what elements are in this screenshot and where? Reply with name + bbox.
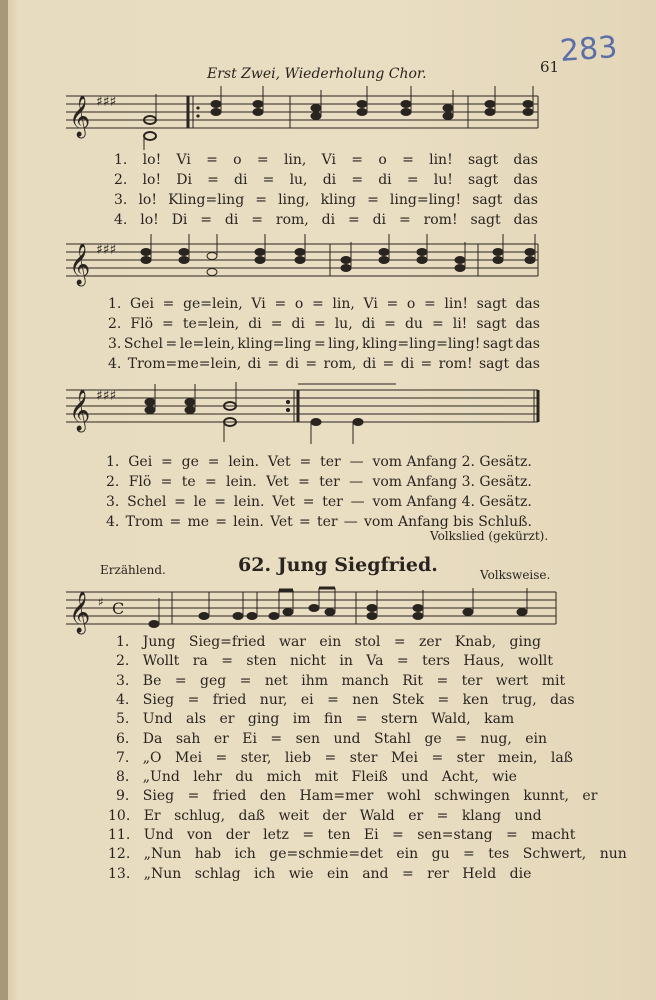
lyric-word: rom! bbox=[438, 356, 473, 372]
lyric-word: = bbox=[214, 494, 226, 510]
verse-number: 4. bbox=[114, 212, 128, 228]
lyric-word: lin! bbox=[444, 296, 468, 312]
verse-number: 4. bbox=[108, 356, 122, 372]
lyric-word: = bbox=[313, 316, 326, 332]
lyric-line: 3. Be = geg = net ihm manch Rit = ter wert mit bbox=[116, 672, 566, 689]
lyric-word: lein. bbox=[226, 474, 257, 490]
lyric-word: vom Anfang 3. Gesätz. bbox=[372, 474, 532, 490]
verse-number: 1. bbox=[108, 296, 122, 312]
lyric-word: o bbox=[378, 152, 387, 168]
music-staff-3 bbox=[66, 378, 546, 458]
lyric-word: rom, bbox=[323, 356, 357, 372]
lyric-word: = bbox=[299, 454, 312, 470]
lyric-line bbox=[114, 212, 538, 228]
lyric-word: le=lein, bbox=[179, 336, 235, 352]
lyric-word: — bbox=[343, 514, 358, 530]
lyric-word: ter bbox=[320, 454, 341, 470]
lyric-word: ter bbox=[316, 514, 338, 530]
lyric-word: = bbox=[274, 296, 287, 312]
verse-number: 1. bbox=[106, 454, 120, 470]
lyric-word: vom Anfang 2. Gesätz. bbox=[372, 454, 532, 470]
lyric-word: Schel bbox=[127, 494, 167, 510]
lyric-word: = bbox=[251, 212, 263, 228]
lyric-word: — bbox=[349, 474, 364, 490]
lyric-word: = bbox=[262, 172, 275, 188]
lyric-word: = bbox=[169, 514, 182, 530]
lyric-word: ter bbox=[319, 474, 340, 490]
lyric-word: = bbox=[160, 474, 173, 490]
lyric-word: Flö bbox=[130, 316, 154, 332]
lyric-line: 7. „O Mei = ster, lieb = ster Mei = ster mein, laß bbox=[116, 749, 574, 766]
lyric-line bbox=[108, 316, 540, 332]
lyric-word: das bbox=[513, 212, 538, 228]
lyric-word: ling, bbox=[278, 192, 310, 208]
svg-text:𝄞: 𝄞 bbox=[69, 244, 91, 285]
lyric-word: sagt bbox=[472, 192, 503, 208]
lyric-word: sagt bbox=[468, 152, 499, 168]
verse-number: 2. bbox=[114, 172, 128, 188]
lyric-word: das bbox=[515, 296, 540, 312]
lyric-word: o bbox=[406, 296, 416, 312]
lyric-word: Di bbox=[171, 212, 188, 228]
lyric-word: lo! bbox=[142, 172, 162, 188]
lyric-word: Gei bbox=[128, 454, 153, 470]
lyric-word: = bbox=[302, 494, 315, 510]
lyric-word: di bbox=[321, 212, 336, 228]
lyric-word: te bbox=[181, 474, 196, 490]
verse-number: 3. bbox=[108, 336, 122, 352]
lyric-word: vom Anfang bis Schluß. bbox=[363, 514, 532, 530]
lyric-word: = bbox=[398, 212, 411, 228]
lyric-word: = bbox=[204, 474, 217, 490]
svg-text:♯♯♯: ♯♯♯ bbox=[96, 242, 117, 258]
lyric-word: = bbox=[351, 152, 364, 168]
lyric-word: vom Anfang 4. Gesätz. bbox=[372, 494, 532, 510]
svg-text:𝄞: 𝄞 bbox=[69, 592, 91, 633]
lyric-word: das bbox=[513, 172, 538, 188]
book-spine bbox=[0, 0, 8, 1000]
lyric-line bbox=[108, 296, 540, 312]
lyric-word: di bbox=[400, 356, 415, 372]
verse-number: 2. bbox=[108, 316, 122, 332]
lyric-line: 5. Und als er ging im fin = stern Wald, kam bbox=[116, 711, 515, 728]
svg-text:♯: ♯ bbox=[98, 595, 104, 609]
lyric-word: di bbox=[248, 316, 262, 332]
lyric-word: = bbox=[347, 212, 360, 228]
lyric-word: kling=ling=ling! bbox=[362, 336, 481, 352]
lyric-word: = bbox=[420, 356, 433, 372]
lyric-word: lein. bbox=[228, 454, 260, 470]
lyric-word: le bbox=[193, 494, 207, 510]
lyric-word: ge bbox=[181, 454, 199, 470]
lyric-word: sagt bbox=[476, 296, 507, 312]
svg-text:𝄞: 𝄞 bbox=[69, 390, 91, 431]
svg-text:♯♯♯: ♯♯♯ bbox=[96, 94, 117, 110]
lyric-word: = bbox=[162, 296, 175, 312]
music-staff-1 bbox=[66, 80, 546, 150]
lyric-word: = bbox=[313, 336, 326, 352]
music-staff-2 bbox=[66, 232, 546, 302]
lyric-word: lo! bbox=[138, 192, 157, 208]
lyric-word: Di bbox=[176, 172, 192, 188]
verse-number: 3. bbox=[114, 192, 128, 208]
lyric-word: di bbox=[224, 212, 239, 228]
lyric-word: sagt bbox=[470, 212, 501, 228]
lyric-word: — bbox=[349, 454, 364, 470]
lyric-word: = bbox=[351, 172, 364, 188]
lyric-word: das bbox=[515, 336, 540, 352]
lyric-word: lin! bbox=[429, 152, 453, 168]
lyric-word: di bbox=[291, 316, 305, 332]
lyric-word: li! bbox=[452, 316, 468, 332]
lyric-word: du bbox=[404, 316, 423, 332]
lyric-line bbox=[114, 192, 538, 208]
lyric-line bbox=[114, 172, 538, 188]
lyric-word: di bbox=[361, 316, 376, 332]
song62-title: 62. Jung Siegfried. bbox=[238, 554, 438, 576]
lyric-word: = bbox=[207, 454, 220, 470]
lyric-word: = bbox=[386, 296, 399, 312]
verse-number: 3. bbox=[106, 494, 120, 510]
svg-text:𝄞: 𝄞 bbox=[69, 96, 91, 137]
lyric-word: Schel bbox=[123, 336, 164, 352]
lyric-word: = bbox=[382, 356, 395, 372]
lyric-line: 2. Wollt ra = sten nicht in Va = ters Haus, wollt bbox=[116, 653, 554, 670]
lyric-word: = bbox=[384, 316, 396, 332]
lyric-word: = bbox=[367, 192, 379, 208]
lyric-word: Kling=ling bbox=[168, 192, 245, 208]
lyric-word: = bbox=[200, 212, 213, 228]
lyric-word: Vi bbox=[363, 296, 378, 312]
lyric-word: di bbox=[372, 212, 387, 228]
lyric-word: sagt bbox=[476, 316, 507, 332]
lyric-word: = bbox=[270, 316, 283, 332]
lyric-word: me bbox=[187, 514, 209, 530]
lyric-word: ling=ling! bbox=[389, 192, 462, 208]
tempo-note: Erst Zwei, Wiederholung Chor. bbox=[207, 66, 427, 82]
song62-tempo: Erzählend. bbox=[100, 563, 166, 577]
lyric-line: 13. „Nun schlag ich wie ein and = rer Held die bbox=[108, 865, 532, 882]
lyric-word: ling, bbox=[328, 336, 360, 352]
handwritten-page-number: 283 bbox=[558, 30, 619, 69]
lyric-word: Vet bbox=[266, 474, 289, 490]
lyric-word: di bbox=[378, 172, 392, 188]
lyric-word: di bbox=[322, 172, 337, 188]
lyric-word: = bbox=[255, 192, 267, 208]
lyric-word: = bbox=[305, 356, 318, 372]
lyric-word: das bbox=[513, 152, 538, 168]
lyric-word: das bbox=[515, 356, 540, 372]
lyric-word: = bbox=[423, 296, 436, 312]
lyric-word: ge=lein, bbox=[183, 296, 243, 312]
lyric-word: = bbox=[215, 514, 227, 530]
lyric-word: = bbox=[206, 152, 218, 168]
lyric-word: Vi bbox=[176, 152, 191, 168]
lyric-word: rom! bbox=[423, 212, 458, 228]
svg-text:C: C bbox=[112, 599, 125, 618]
lyric-line: 9. Sieg = fried den Ham=mer wohl schwingen kunnt, er bbox=[116, 788, 598, 805]
svg-text:♯♯♯: ♯♯♯ bbox=[96, 388, 117, 404]
verse-number: 4. bbox=[106, 514, 120, 530]
lyric-line bbox=[106, 494, 532, 510]
lyric-word: = bbox=[311, 296, 324, 312]
lyric-word: Flö bbox=[128, 474, 152, 490]
lyric-word: = bbox=[161, 454, 173, 470]
lyric-line bbox=[114, 152, 538, 168]
lyric-word: lu, bbox=[334, 316, 353, 332]
lyric-word: Gei bbox=[130, 296, 154, 312]
lyric-word: sagt bbox=[468, 172, 499, 188]
lyric-word: lin, bbox=[283, 152, 307, 168]
verse-number: 1. bbox=[114, 152, 128, 168]
lyric-word: = bbox=[299, 514, 311, 530]
lyric-line: 4. Sieg = fried nur, ei = nen Stek = ken trug, das bbox=[116, 691, 575, 708]
lyric-word: di bbox=[234, 172, 248, 188]
lyric-line: 8. „Und lehr du mich mit Fleiß und Acht, wie bbox=[116, 769, 517, 786]
lyric-word: lu, bbox=[289, 172, 308, 188]
lyric-word: Trom bbox=[125, 514, 164, 530]
lyric-word: das bbox=[513, 192, 538, 208]
lyric-word: = bbox=[402, 152, 414, 168]
lyric-word: Vet bbox=[270, 514, 293, 530]
lyric-word: = bbox=[298, 474, 310, 490]
lyric-line bbox=[106, 474, 532, 490]
song61-source: Volkslied (gekürzt). bbox=[430, 529, 549, 543]
lyric-word: kling=ling bbox=[237, 336, 312, 352]
lyric-word: lein. bbox=[233, 494, 265, 510]
lyric-word: lu! bbox=[433, 172, 453, 188]
lyric-word: = bbox=[207, 172, 219, 188]
song62-source: Volksweise. bbox=[480, 568, 551, 582]
lyric-word: di bbox=[362, 356, 377, 372]
lyric-word: sagt bbox=[482, 336, 513, 352]
lyric-word: Vi bbox=[321, 152, 336, 168]
lyric-word: lo! bbox=[142, 152, 162, 168]
lyric-word: o bbox=[233, 152, 242, 168]
lyric-word: = bbox=[406, 172, 419, 188]
lyric-line: 11. Und von der letz = ten Ei = sen=stang = macht bbox=[108, 827, 576, 843]
lyric-word: o bbox=[294, 296, 304, 312]
lyric-line bbox=[106, 514, 532, 530]
lyric-line: 12. „Nun hab ich ge=schmie=det ein gu = tes Schwert, nun bbox=[108, 846, 627, 863]
lyric-word: di bbox=[285, 356, 299, 372]
verse-number: 2. bbox=[106, 474, 120, 490]
lyric-word: Vi bbox=[251, 296, 266, 312]
lyric-word: = bbox=[174, 494, 186, 510]
lyric-word: lin, bbox=[332, 296, 355, 312]
lyric-word: Vet bbox=[272, 494, 295, 510]
lyric-word: rom, bbox=[275, 212, 309, 228]
lyric-word: kling bbox=[320, 192, 356, 208]
lyric-word: das bbox=[515, 316, 540, 332]
lyric-word: te=lein, bbox=[182, 316, 240, 332]
lyric-line bbox=[108, 356, 540, 372]
lyric-line bbox=[108, 336, 540, 352]
lyric-word: = bbox=[165, 336, 178, 352]
lyric-word: lein. bbox=[233, 514, 264, 530]
lyric-line: 10. Er schlug, daß weit der Wald er = klang und bbox=[108, 807, 542, 824]
lyric-word: Vet bbox=[267, 454, 291, 470]
lyric-word: = bbox=[256, 152, 269, 168]
lyric-word: = bbox=[431, 316, 444, 332]
lyric-word: — bbox=[350, 494, 365, 510]
lyric-word: di bbox=[247, 356, 262, 372]
lyric-line: 6. Da sah er Ei = sen und Stahl ge = nug, ein bbox=[116, 730, 548, 747]
lyric-word: sagt bbox=[478, 356, 510, 372]
page-number: 61 bbox=[540, 58, 560, 76]
lyric-word: lo! bbox=[140, 212, 159, 228]
lyric-word: Trom=me=lein, bbox=[127, 356, 242, 372]
lyric-line bbox=[106, 454, 532, 470]
lyric-word: ter bbox=[322, 494, 343, 510]
lyric-word: = bbox=[162, 316, 174, 332]
lyric-line: 1. Jung Sieg=fried war ein stol = zer Knab, ging bbox=[116, 634, 541, 650]
lyric-word: = bbox=[267, 356, 280, 372]
